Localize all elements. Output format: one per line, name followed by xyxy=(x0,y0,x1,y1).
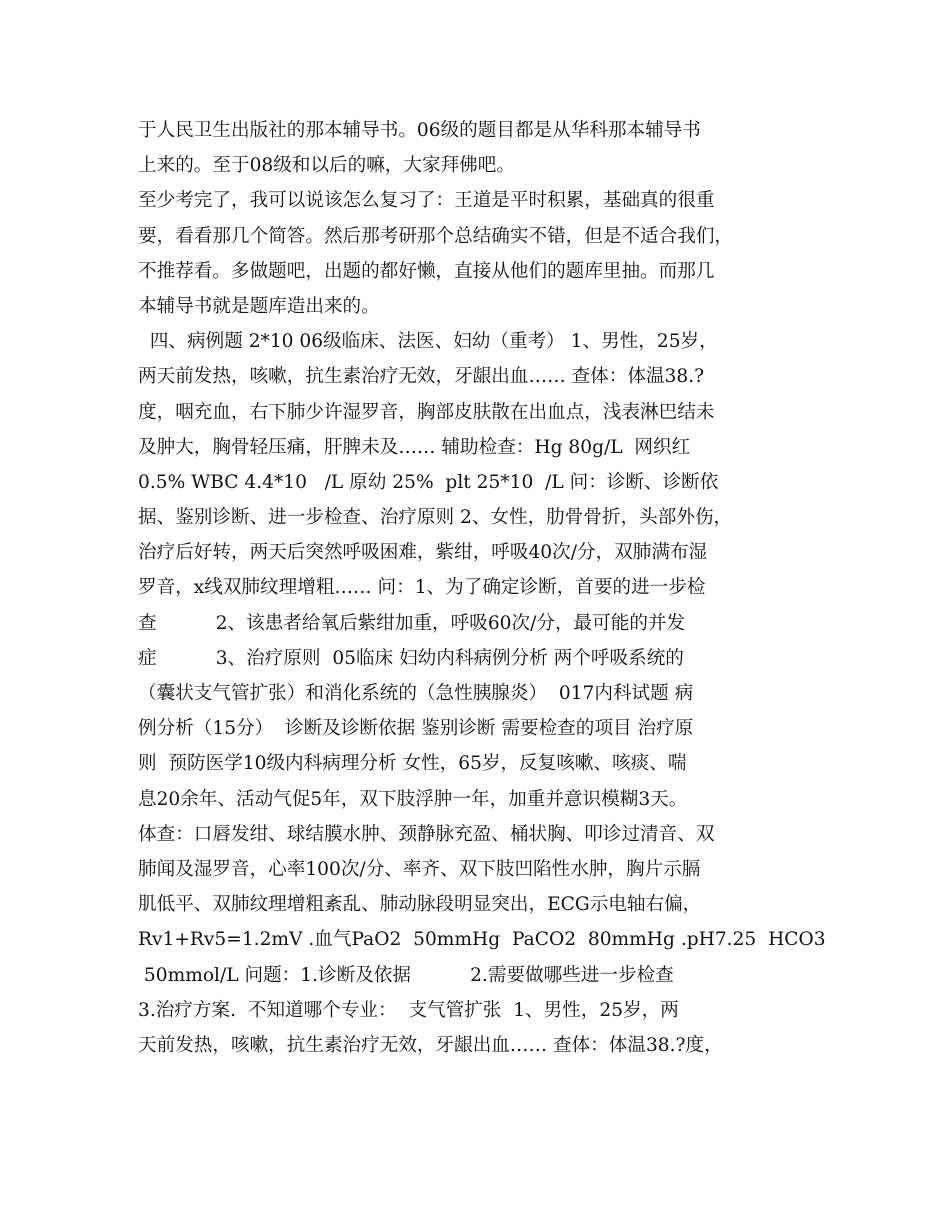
text-line: 50mmol/L 问题：1.诊断及依据 2.需要做哪些进一步检查 xyxy=(138,964,674,986)
text-line: 息20余年、活动气促5年，双下肢浮肿一年，加重并意识模糊3天。 xyxy=(138,788,688,810)
text-line: 及肿大，胸骨轻压痛，肝脾未及…… 辅助检查：Hg 80g/L 网织红 xyxy=(138,436,691,458)
text-line: 例分析（15分） 诊断及诊断依据 鉴别诊断 需要检查的项目 治疗原 xyxy=(138,718,694,740)
text-line: 不推荐看。多做题吧，出题的都好懒，直接从他们的题库里抽。而那几 xyxy=(138,260,715,282)
text-line: 上来的。至于08级和以后的嘛，大家拜佛吧。 xyxy=(138,155,515,177)
text-line: Rv1+Rv5=1.2mV .血气PaO2 50mmHg PaCO2 80mmHg .pH7.25 HCO3 xyxy=(138,929,826,951)
text-line: 则 预防医学10级内科病理分析 女性，65岁，反复咳嗽、咳痰、喘 xyxy=(138,753,687,775)
text-line: 0.5% WBC 4.4*10 /L 原幼 25% plt 25*10 /L 问：诊断、诊断依 xyxy=(138,471,719,493)
text-line: 至少考完了，我可以说该怎么复习了：王道是平时积累，基础真的很重 xyxy=(138,190,715,212)
text-line: 两天前发热，咳嗽，抗生素治疗无效，牙龈出血…… 查体：体温38.? xyxy=(138,366,705,388)
text-line: 四、病例题 2*10 06级临床、法医、妇幼（重考） 1、男性，25岁， xyxy=(138,331,718,353)
text-line: 治疗后好转，两天后突然呼吸困难，紫绀，呼吸40次/分，双肺满布湿 xyxy=(138,542,708,564)
text-line: 3.治疗方案. 不知道哪个专业： 支气管扩张 1、男性，25岁，两 xyxy=(138,999,679,1021)
text-line: 据、鉴别诊断、进一步检查、治疗原则 2、女性，肋骨骨折，头部外伤， xyxy=(138,507,733,529)
text-line: 查 2、该患者给氧后紫绀加重，呼吸60次/分，最可能的并发 xyxy=(138,612,686,634)
text-line: 天前发热，咳嗽，抗生素治疗无效，牙龈出血…… 查体：体温38.?度， xyxy=(138,1034,723,1056)
text-line: 肌低平、双肺纹理增粗紊乱、肺动脉段明显突出，ECG示电轴右偏， xyxy=(138,894,702,916)
text-line: 度，咽充血，右下肺少许湿罗音，胸部皮肤散在出血点，浅表淋巴结未 xyxy=(138,401,715,423)
document-body xyxy=(138,113,828,1063)
text-line: 症 3、治疗原则 05临床 妇幼内科病例分析 两个呼吸系统的 xyxy=(138,647,684,669)
text-line: 体查：口唇发绀、球结膜水肿、颈静脉充盈、桶状胸、叩诊过清音、双 xyxy=(138,823,715,845)
text-line: 肺闻及湿罗音，心率100次/分、率齐、双下肢凹陷性水肿，胸片示膈 xyxy=(138,858,701,880)
text-line: 要，看看那几个简答。然后那考研那个总结确实不错，但是不适合我们， xyxy=(138,225,734,247)
text-line: 本辅导书就是题库造出来的。 xyxy=(138,295,380,317)
text-line: 于人民卫生出版社的那本辅导书。06级的题目都是从华科那本辅导书 xyxy=(138,120,701,141)
text-line: 罗音，x线双肺纹理增粗…… 问：1、为了确定诊断，首要的进一步检 xyxy=(138,577,706,599)
text-line: （囊状支气管扩张）和消化系统的（急性胰腺炎） 017内科试题 病 xyxy=(138,683,694,704)
